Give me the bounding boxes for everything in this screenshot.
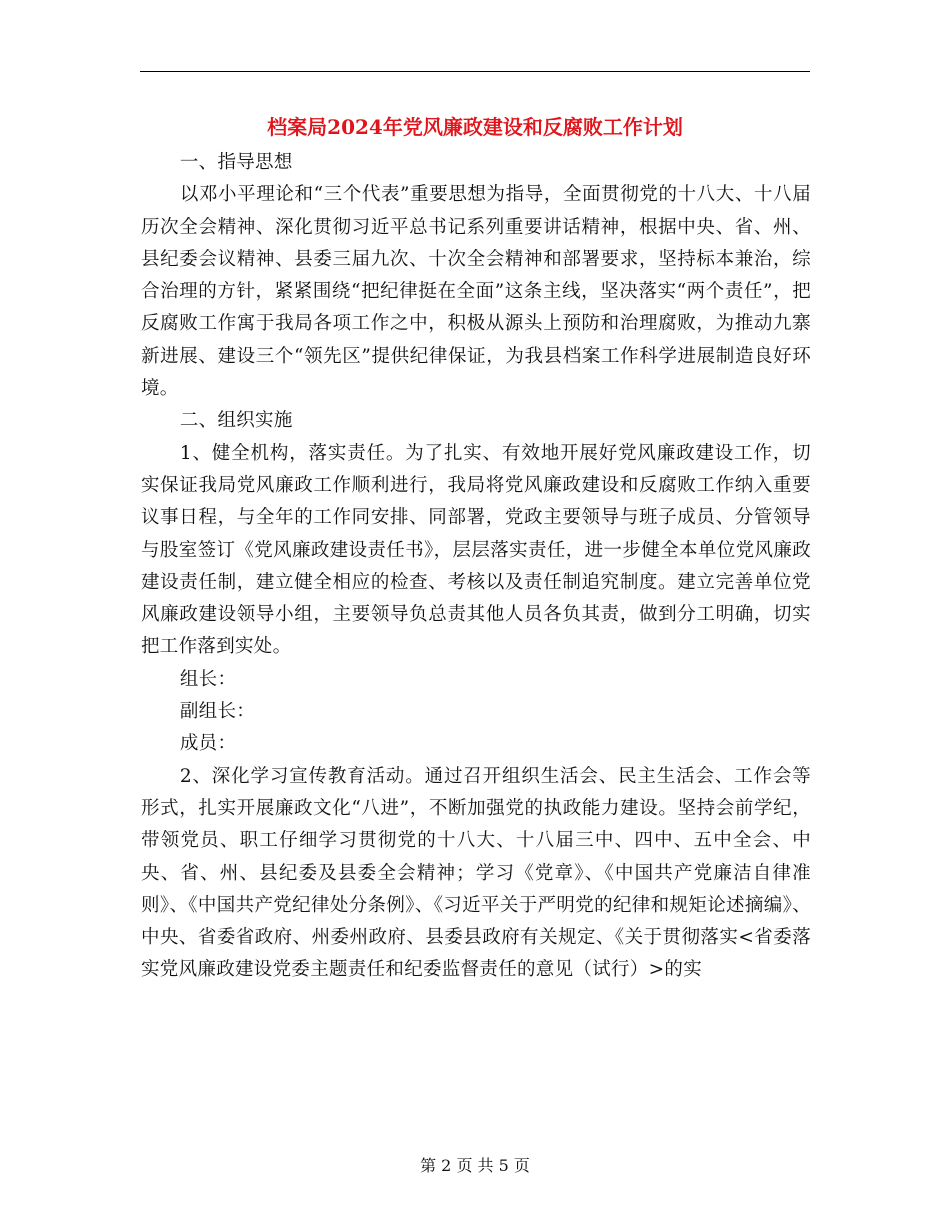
leader-line: 组长： [179, 668, 237, 690]
paragraph-institutions: 1、健全机构，落实责任。为了扎实、有效地开展好党风廉政建设工作，切实保证我局党风廉政工作顺利进行，我局将党风廉政建设和反腐败工作纳入重要议事日程，与全年的工作同安排、同部署，党政主要领导与班子成员、分管领导与股室签订《党风廉政建设责任书》，层层落实责任，进一步健全本单位党风廉政建设责任制，建立健全相应的检查、考核以及责任制追究制度。建立完善单位党风廉政建设领导小组，主要领导负总责其他人员各负其责，做到分工明确，切实把工作落到实处。 [141, 442, 811, 658]
deputy-leader-line: 副组长： [179, 701, 256, 723]
paragraph-education: 2、深化学习宣传教育活动。通过召开组织生活会、民主生活会、工作会等形式，扎实开展廉政文化“八进”，不断加强党的执政能力建设。坚持会前学纪，带领党员、职工仔细学习贯彻党的十八大、十八届三中、四中、五中全会、中央、省、州、县纪委及县委全会精神；学习《党章》、《中国共产党廉洁自律准则》、《中国共产党纪律处分条例》、《习近平关于严明党的纪律和规矩论述摘编》、中央、省委省政府、州委州政府、县委县政府有关规定、《关于贯彻落实<省委落实党风廉政建设党委主题责任和纪委监督责任的意见（试行）>的实 [141, 765, 811, 981]
section-heading-guiding-ideology: 一、指导思想 [179, 152, 293, 173]
members-line: 成员： [179, 733, 237, 755]
page-number: 第 2 页 共 5 页 [420, 1156, 530, 1175]
paragraph-guiding-ideology: 以邓小平理论和“三个代表”重要思想为指导，全面贯彻党的十八大、十八届历次全会精神、深化贯彻习近平总书记系列重要讲话精神，根据中央、省、州、县纪委会议精神、县委三届九次、十次全会精神和部署要求，坚持标本兼治，综合治理的方针，紧紧围绕“把纪律挺在全面”这条主线，坚决落实“两个责任”，把反腐败工作寓于我局各项工作之中，积极从源头上预防和治理腐败，为推动九寨新进展、建设三个“领先区”提供纪律保证，为我县档案工作科学进展制造良好环境。 [141, 184, 811, 400]
section-heading-organization: 二、组织实施 [179, 410, 293, 432]
document-body [141, 147, 811, 987]
document-title: 档案局2024年党风廉政建设和反腐败工作计划 [267, 115, 683, 139]
header-rule [140, 71, 810, 72]
